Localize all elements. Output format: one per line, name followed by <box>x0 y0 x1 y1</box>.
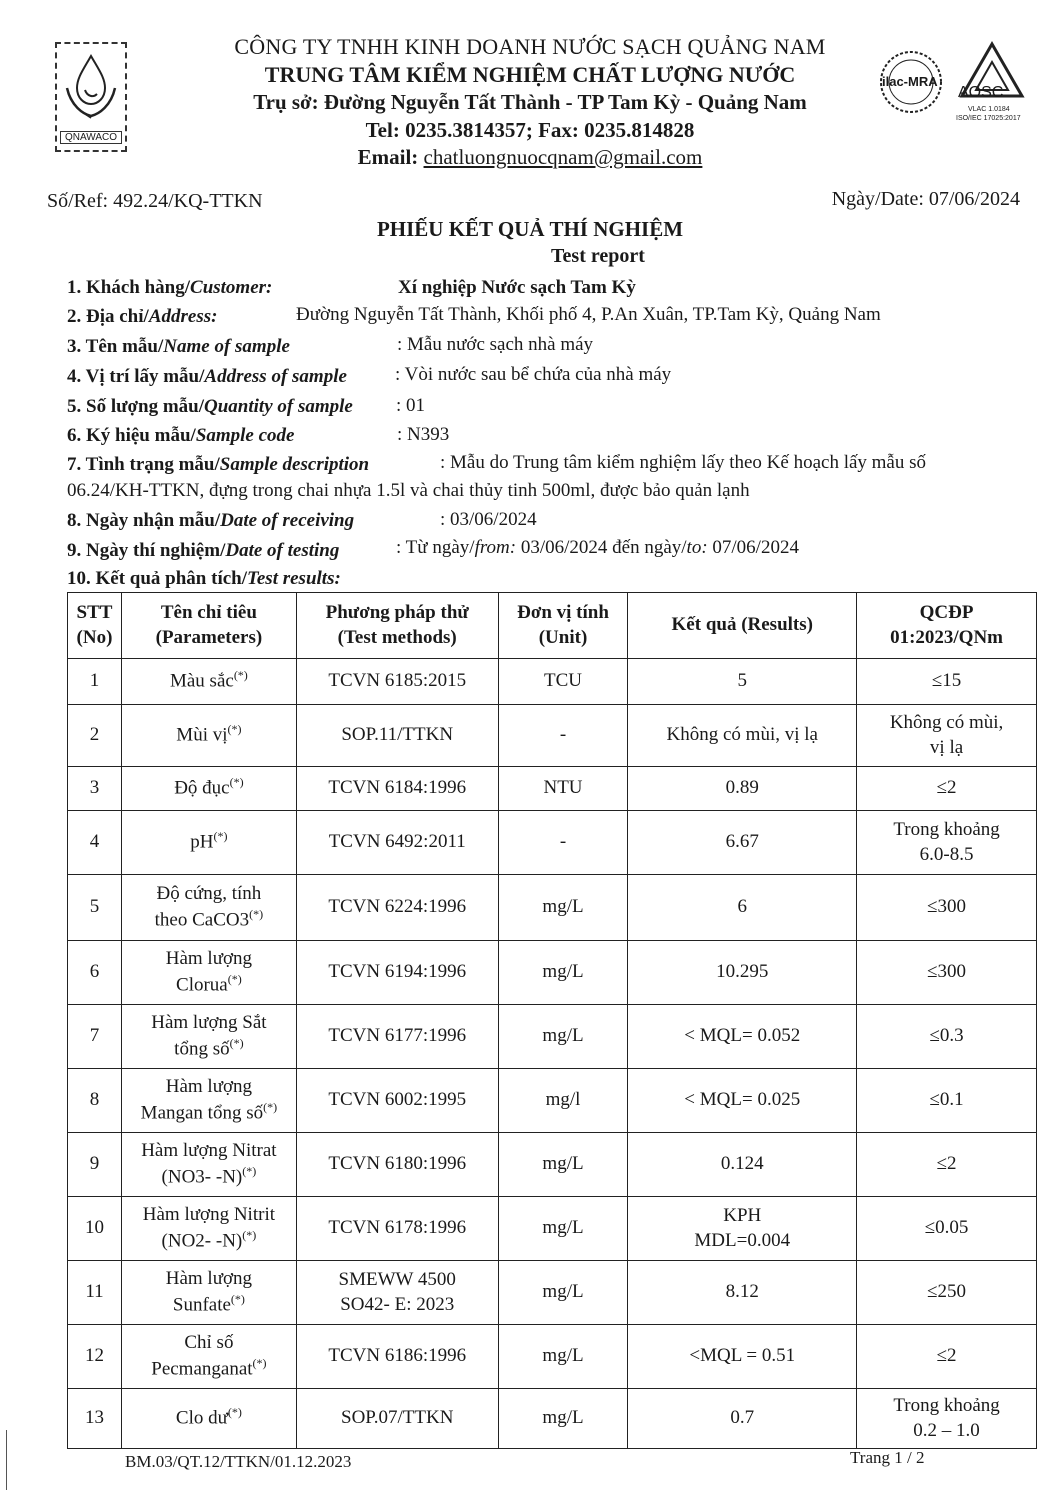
table-row <box>68 875 1037 941</box>
page-number: Trang 1 / 2 <box>850 1448 925 1467</box>
receiving-label: 8. Ngày nhận mẫu/ <box>67 510 221 531</box>
table-row <box>68 1325 1037 1389</box>
cell-no: 9 <box>68 1133 122 1197</box>
accredited-mark: (*) <box>227 722 242 737</box>
cell-standard: ≤300 <box>857 875 1037 941</box>
cell-no: 3 <box>68 767 122 811</box>
cell-result: < MQL= 0.052 <box>628 1005 857 1069</box>
sample-address-value: : Vòi nước sau bể chứa của nhà máy <box>395 364 672 385</box>
margin-line <box>6 1430 7 1490</box>
table-row <box>68 705 1037 767</box>
cell-parameter: Màu sắc(*) <box>121 659 296 705</box>
sample-code-label-en: Sample code <box>195 425 295 446</box>
cell-standard: ≤0.3 <box>857 1005 1037 1069</box>
cell-method: TCVN 6492:2011 <box>296 811 498 875</box>
cell-standard: ≤250 <box>857 1261 1037 1325</box>
accredited-mark: (*) <box>242 1163 257 1178</box>
cell-method: TCVN 6184:1996 <box>296 767 498 811</box>
accredited-mark: (*) <box>242 1227 257 1242</box>
cell-unit: - <box>498 811 628 875</box>
water-drop-logo-icon <box>57 48 125 128</box>
address-line <box>67 306 217 328</box>
cell-method: TCVN 6178:1996 <box>296 1197 498 1261</box>
accredited-mark: (*) <box>213 829 228 844</box>
cell-no: 11 <box>68 1261 122 1325</box>
table-row <box>68 1197 1037 1261</box>
results-table <box>67 592 1037 1449</box>
table-row <box>68 811 1037 875</box>
sample-code-value: : N393 <box>397 424 450 445</box>
customer-label-en: Customer: <box>190 277 273 298</box>
header-method: Phương pháp thử (Test methods) <box>296 593 498 659</box>
sample-code-label: 6. Ký hiệu mẫu/ <box>67 425 196 446</box>
address-value: Đường Nguyễn Tất Thành, Khối phố 4, P.An Xuân, TP.Tam Kỳ, Quảng Nam <box>296 304 881 325</box>
cell-standard: ≤0.05 <box>857 1197 1037 1261</box>
quantity-value: : 01 <box>396 395 426 416</box>
cell-standard: ≤2 <box>857 767 1037 811</box>
ilac-label: ilac-MRA <box>882 74 938 89</box>
cell-parameter: Độ cứng, tính theo CaCO3(*) <box>121 875 296 941</box>
cell-result: 6.67 <box>628 811 857 875</box>
cell-no: 4 <box>68 811 122 875</box>
cell-standard: Không có mùi, vị lạ <box>857 705 1037 767</box>
cell-unit: mg/L <box>498 941 628 1005</box>
cell-parameter: Mùi vị(*) <box>121 705 296 767</box>
sample-address-line <box>67 366 347 388</box>
sample-name-label-en: Name of sample <box>163 336 290 357</box>
accredited-mark: (*) <box>263 1099 278 1114</box>
cell-standard: Trong khoảng 6.0-8.5 <box>857 811 1037 875</box>
sample-name-value: : Mẫu nước sạch nhà máy <box>397 334 594 355</box>
cell-unit: mg/L <box>498 875 628 941</box>
accredited-mark: (*) <box>230 1291 245 1306</box>
cell-result: KPH MDL=0.004 <box>628 1197 857 1261</box>
email-link[interactable]: chatluongnuocqnam@gmail.com <box>423 145 703 169</box>
table-row <box>68 1005 1037 1069</box>
header-parameter: Tên chỉ tiêu (Parameters) <box>121 593 296 659</box>
cell-standard: ≤0.1 <box>857 1069 1037 1133</box>
cell-unit: - <box>498 705 628 767</box>
cell-unit: mg/L <box>498 1389 628 1449</box>
cell-parameter: Hàm lượng Nitrit (NO2- -N)(*) <box>121 1197 296 1261</box>
sample-name-label: 3. Tên mẫu/ <box>67 336 164 357</box>
header-no: STT (No) <box>68 593 122 659</box>
cell-no: 13 <box>68 1389 122 1449</box>
company-name: CÔNG TY TNHH KINH DOANH NƯỚC SẠCH QUẢNG NAM <box>234 34 826 59</box>
cell-no: 5 <box>68 875 122 941</box>
cell-standard: ≤300 <box>857 941 1037 1005</box>
cell-parameter: Độ đục(*) <box>121 767 296 811</box>
form-code: BM.03/QT.12/TTKN/01.12.2023 <box>125 1452 352 1471</box>
cell-unit: mg/L <box>498 1325 628 1389</box>
cell-no: 2 <box>68 705 122 767</box>
cell-result: 10.295 <box>628 941 857 1005</box>
cell-no: 8 <box>68 1069 122 1133</box>
table-header-row <box>68 593 1037 659</box>
cell-no: 12 <box>68 1325 122 1389</box>
testing-label-en: Date of testing <box>225 540 340 561</box>
cell-no: 1 <box>68 659 122 705</box>
table-row <box>68 659 1037 705</box>
sample-code-line <box>67 425 295 447</box>
cell-result: 0.124 <box>628 1133 857 1197</box>
table-row <box>68 1389 1037 1449</box>
testing-to-value: 07/06/2024 <box>707 537 799 558</box>
ilac-mra-logo <box>876 44 946 124</box>
customer-value: Xí nghiệp Nước sạch Tam Kỳ <box>398 277 636 298</box>
quantity-line <box>67 396 353 418</box>
aosc-label: AOSC <box>958 84 1004 101</box>
cell-method: SMEWW 4500 SO42- E: 2023 <box>296 1261 498 1325</box>
contact-phone: Tel: 0235.3814357; Fax: 0235.814828 <box>365 118 695 142</box>
accredited-mark: (*) <box>249 906 264 921</box>
description-label: 7. Tình trạng mẫu/ <box>67 454 220 475</box>
cell-no: 6 <box>68 941 122 1005</box>
cell-result: 5 <box>628 659 857 705</box>
cell-result: Không có mùi, vị lạ <box>628 705 857 767</box>
cell-unit: mg/L <box>498 1197 628 1261</box>
cell-method: SOP.07/TTKN <box>296 1389 498 1449</box>
customer-label: 1. Khách hàng/ <box>67 277 191 298</box>
cell-standard: ≤15 <box>857 659 1037 705</box>
cell-parameter: Hàm lượng Nitrat (NO3- -N)(*) <box>121 1133 296 1197</box>
testing-from-value: 03/06/2024 đến ngày/ <box>516 537 687 558</box>
header-result: Kết quả (Results) <box>628 593 857 659</box>
accredited-mark: (*) <box>229 1035 244 1050</box>
address-label: 2. Địa chỉ/ <box>67 306 149 327</box>
testing-label: 9. Ngày thí nghiệm/ <box>67 540 226 561</box>
cell-result: 8.12 <box>628 1261 857 1325</box>
aosc-logo <box>952 40 1032 140</box>
accredited-mark: (*) <box>227 971 242 986</box>
report-title: PHIẾU KẾT QUẢ THÍ NGHIỆM <box>376 217 684 241</box>
results-table-body <box>68 659 1037 1449</box>
description-line <box>67 454 369 476</box>
testing-from-label-en: from: <box>474 537 517 558</box>
table-row <box>68 941 1037 1005</box>
accredited-mark: (*) <box>252 1355 267 1370</box>
table-row <box>68 1069 1037 1133</box>
cell-method: TCVN 6002:1995 <box>296 1069 498 1133</box>
table-row <box>68 1133 1037 1197</box>
cell-result: 0.89 <box>628 767 857 811</box>
address-label-en: Address: <box>148 306 218 327</box>
header-unit: Đơn vị tính (Unit) <box>498 593 628 659</box>
cell-unit: TCU <box>498 659 628 705</box>
testing-from-label: : Từ ngày/ <box>396 537 475 558</box>
quantity-label: 5. Số lượng mẫu/ <box>67 396 205 417</box>
cell-result: 6 <box>628 875 857 941</box>
cell-method: TCVN 6194:1996 <box>296 941 498 1005</box>
header-standard: QCĐP 01:2023/QNm <box>857 593 1037 659</box>
accredited-mark: (*) <box>233 668 248 683</box>
cell-unit: NTU <box>498 767 628 811</box>
cell-result: <MQL = 0.51 <box>628 1325 857 1389</box>
vilas-code: VLAC 1.0184 <box>968 106 1010 113</box>
description-label-en: Sample description <box>219 454 370 475</box>
description-value-2: 06.24/KH-TTKN, đựng trong chai nhựa 1.5l và chai thủy tinh 500ml, được bảo quản lạnh <box>67 480 750 501</box>
table-row <box>68 1261 1037 1325</box>
accredited-mark: (*) <box>227 1405 242 1420</box>
cell-method: TCVN 6177:1996 <box>296 1005 498 1069</box>
cell-result: < MQL= 0.025 <box>628 1069 857 1133</box>
customer-line <box>67 277 272 299</box>
sample-address-label-en: Address of sample <box>204 366 347 387</box>
results-label: 10. Kết quả phân tích/ <box>67 568 248 589</box>
results-line <box>67 568 341 590</box>
testing-value <box>396 537 799 559</box>
testing-line <box>67 540 339 562</box>
cell-unit: mg/L <box>498 1261 628 1325</box>
cell-parameter: Hàm lượng Sắt tổng số(*) <box>121 1005 296 1069</box>
receiving-label-en: Date of receiving <box>220 510 355 531</box>
cell-standard: ≤2 <box>857 1133 1037 1197</box>
center-name: TRUNG TÂM KIỂM NGHIỆM CHẤT LƯỢNG NƯỚC <box>264 62 796 87</box>
logo-label: QNAWACO <box>60 131 122 144</box>
cell-method: SOP.11/TTKN <box>296 705 498 767</box>
reference-number: Số/Ref: 492.24/KQ-TTKN <box>47 190 263 212</box>
cell-no: 10 <box>68 1197 122 1261</box>
cell-unit: mg/L <box>498 1005 628 1069</box>
cell-method: TCVN 6224:1996 <box>296 875 498 941</box>
cell-parameter: Clo dư(*) <box>121 1389 296 1449</box>
cell-parameter: Hàm lượng Clorua(*) <box>121 941 296 1005</box>
cell-method: TCVN 6180:1996 <box>296 1133 498 1197</box>
cell-no: 7 <box>68 1005 122 1069</box>
cell-method: TCVN 6186:1996 <box>296 1325 498 1389</box>
cell-unit: mg/L <box>498 1133 628 1197</box>
cell-standard: Trong khoảng 0.2 – 1.0 <box>857 1389 1037 1449</box>
iso-code: ISO/IEC 17025:2017 <box>956 115 1021 122</box>
sample-address-label: 4. Vị trí lấy mẫu/ <box>67 366 205 387</box>
email-label: Email: <box>357 145 419 169</box>
cell-result: 0.7 <box>628 1389 857 1449</box>
company-logo <box>55 42 127 152</box>
receiving-value: : 03/06/2024 <box>440 509 537 530</box>
cell-unit: mg/l <box>498 1069 628 1133</box>
contact-email <box>150 145 910 170</box>
cell-parameter: Hàm lượng Mangan tổng số(*) <box>121 1069 296 1133</box>
testing-to-label-en: to: <box>686 537 708 558</box>
head-office-address: Trụ sở: Đường Nguyễn Tất Thành - TP Tam Kỳ - Quảng Nam <box>253 90 807 114</box>
cell-parameter: Chỉ số Pecmanganat(*) <box>121 1325 296 1389</box>
cell-parameter: Hàm lượng Sunfate(*) <box>121 1261 296 1325</box>
description-value-1: : Mẫu do Trung tâm kiểm nghiệm lấy theo Kế hoạch lấy mẫu số <box>440 452 927 473</box>
accredited-mark: (*) <box>229 775 244 790</box>
report-subtitle: Test report <box>551 245 645 267</box>
cell-method: TCVN 6185:2015 <box>296 659 498 705</box>
receiving-line <box>67 510 354 532</box>
report-date: Ngày/Date: 07/06/2024 <box>831 188 1020 210</box>
table-row <box>68 767 1037 811</box>
results-label-en: Test results: <box>247 568 341 589</box>
cell-parameter: pH(*) <box>121 811 296 875</box>
quantity-label-en: Quantity of sample <box>204 396 353 417</box>
cell-standard: ≤2 <box>857 1325 1037 1389</box>
sample-name-line <box>67 336 290 358</box>
